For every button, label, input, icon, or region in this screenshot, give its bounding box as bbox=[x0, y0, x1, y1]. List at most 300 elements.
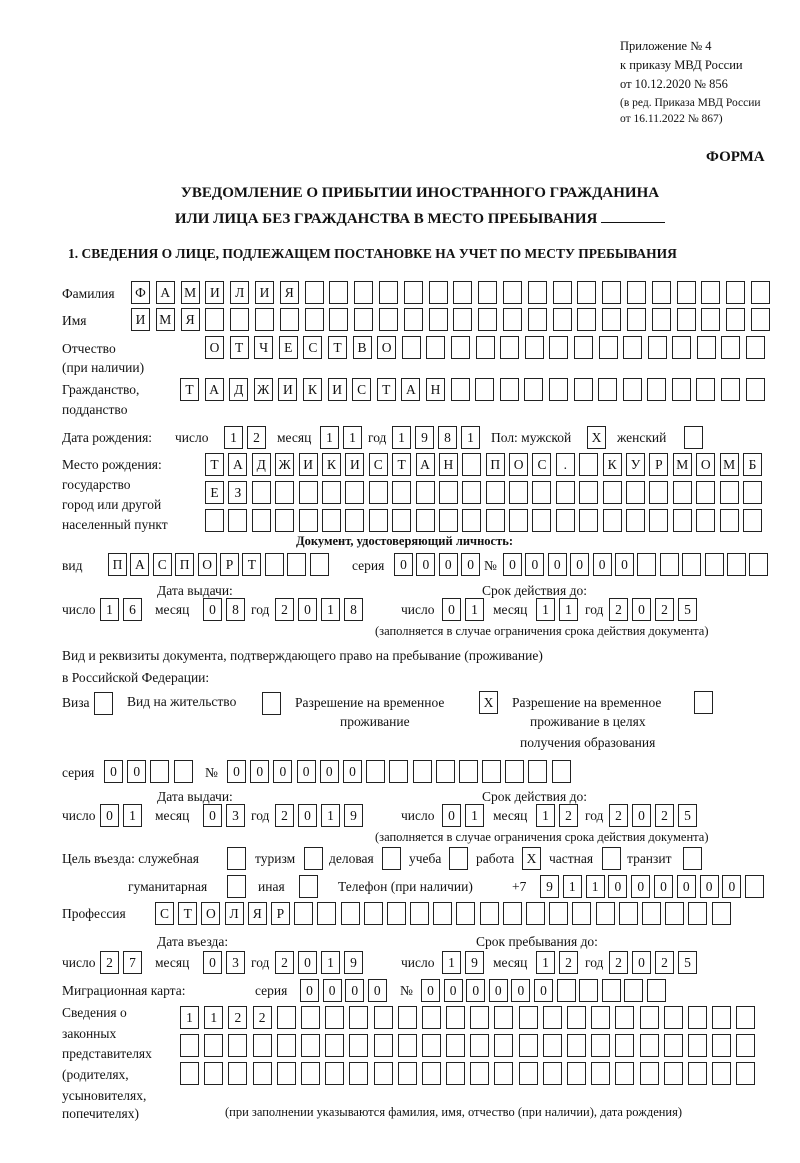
char-box[interactable] bbox=[591, 1062, 610, 1085]
char-box[interactable] bbox=[726, 281, 745, 304]
surname-field[interactable] bbox=[131, 281, 770, 304]
char-box[interactable] bbox=[439, 509, 458, 532]
char-box[interactable]: Ж bbox=[254, 378, 273, 401]
char-box[interactable] bbox=[374, 1006, 393, 1029]
char-box[interactable] bbox=[277, 1062, 296, 1085]
char-box[interactable] bbox=[543, 1062, 562, 1085]
char-box[interactable]: И bbox=[278, 378, 297, 401]
char-box[interactable]: 0 bbox=[632, 951, 651, 974]
right-doc-issue-month-field[interactable] bbox=[203, 804, 245, 827]
char-box[interactable]: О bbox=[198, 553, 217, 576]
char-box[interactable] bbox=[305, 281, 324, 304]
char-box[interactable] bbox=[180, 1062, 199, 1085]
char-box[interactable] bbox=[603, 509, 622, 532]
char-box[interactable] bbox=[325, 1034, 344, 1057]
char-box[interactable] bbox=[721, 378, 740, 401]
char-box[interactable]: П bbox=[175, 553, 194, 576]
char-box[interactable] bbox=[410, 902, 429, 925]
char-box[interactable] bbox=[317, 902, 336, 925]
char-box[interactable]: О bbox=[696, 453, 715, 476]
char-box[interactable]: 0 bbox=[227, 760, 246, 783]
char-box[interactable] bbox=[422, 1006, 441, 1029]
char-box[interactable] bbox=[462, 481, 481, 504]
char-box[interactable] bbox=[462, 509, 481, 532]
char-box[interactable] bbox=[486, 481, 505, 504]
char-box[interactable]: М bbox=[181, 281, 200, 304]
char-box[interactable] bbox=[429, 281, 448, 304]
char-box[interactable] bbox=[543, 1006, 562, 1029]
char-box[interactable] bbox=[305, 308, 324, 331]
char-box[interactable] bbox=[389, 760, 408, 783]
char-box[interactable]: М bbox=[720, 453, 739, 476]
char-box[interactable]: К bbox=[603, 453, 622, 476]
char-box[interactable] bbox=[626, 509, 645, 532]
char-box[interactable]: 0 bbox=[394, 553, 413, 576]
char-box[interactable]: 0 bbox=[203, 951, 222, 974]
char-box[interactable]: 1 bbox=[321, 951, 340, 974]
char-box[interactable] bbox=[649, 509, 668, 532]
char-box[interactable] bbox=[325, 1062, 344, 1085]
purpose-other-checkbox[interactable] bbox=[299, 875, 318, 898]
char-box[interactable] bbox=[494, 1006, 513, 1029]
char-box[interactable] bbox=[623, 336, 642, 359]
char-box[interactable] bbox=[392, 481, 411, 504]
stay-year-field[interactable] bbox=[609, 951, 697, 974]
char-box[interactable] bbox=[602, 308, 621, 331]
char-box[interactable] bbox=[688, 1062, 707, 1085]
char-box[interactable] bbox=[366, 760, 385, 783]
char-box[interactable]: Н bbox=[426, 378, 445, 401]
char-box[interactable]: 1 bbox=[559, 598, 578, 621]
char-box[interactable] bbox=[602, 847, 621, 870]
char-box[interactable] bbox=[205, 308, 224, 331]
profession-field[interactable] bbox=[155, 902, 731, 925]
char-box[interactable] bbox=[453, 308, 472, 331]
char-box[interactable] bbox=[623, 378, 642, 401]
reps-line1-field[interactable] bbox=[180, 1006, 755, 1029]
char-box[interactable] bbox=[660, 553, 679, 576]
char-box[interactable]: А bbox=[205, 378, 224, 401]
char-box[interactable]: 2 bbox=[559, 804, 578, 827]
char-box[interactable] bbox=[228, 1034, 247, 1057]
char-box[interactable] bbox=[519, 1006, 538, 1029]
char-box[interactable] bbox=[301, 1034, 320, 1057]
char-box[interactable]: С bbox=[303, 336, 322, 359]
char-box[interactable] bbox=[637, 553, 656, 576]
char-box[interactable] bbox=[602, 281, 621, 304]
char-box[interactable] bbox=[746, 336, 765, 359]
char-box[interactable] bbox=[525, 336, 544, 359]
char-box[interactable] bbox=[299, 481, 318, 504]
char-box[interactable] bbox=[615, 1062, 634, 1085]
char-box[interactable] bbox=[528, 281, 547, 304]
char-box[interactable]: Т bbox=[328, 336, 347, 359]
char-box[interactable] bbox=[180, 1034, 199, 1057]
char-box[interactable]: И bbox=[205, 281, 224, 304]
char-box[interactable] bbox=[624, 979, 643, 1002]
char-box[interactable] bbox=[205, 509, 224, 532]
char-box[interactable] bbox=[528, 760, 547, 783]
char-box[interactable] bbox=[751, 281, 770, 304]
char-box[interactable] bbox=[688, 1034, 707, 1057]
char-box[interactable]: В bbox=[353, 336, 372, 359]
char-box[interactable] bbox=[688, 902, 707, 925]
char-box[interactable] bbox=[567, 1034, 586, 1057]
char-box[interactable] bbox=[204, 1062, 223, 1085]
right-doc-valid-month-field[interactable] bbox=[536, 804, 578, 827]
char-box[interactable]: X bbox=[587, 426, 606, 449]
char-box[interactable]: Л bbox=[225, 902, 244, 925]
char-box[interactable] bbox=[647, 378, 666, 401]
char-box[interactable]: Т bbox=[377, 378, 396, 401]
char-box[interactable]: 1 bbox=[343, 426, 362, 449]
char-box[interactable]: 1 bbox=[204, 1006, 223, 1029]
char-box[interactable] bbox=[500, 336, 519, 359]
char-box[interactable]: Л bbox=[230, 281, 249, 304]
char-box[interactable]: 0 bbox=[631, 875, 650, 898]
char-box[interactable]: 2 bbox=[609, 951, 628, 974]
char-box[interactable]: О bbox=[205, 336, 224, 359]
char-box[interactable] bbox=[392, 509, 411, 532]
char-box[interactable]: Ч bbox=[254, 336, 273, 359]
char-box[interactable]: М bbox=[673, 453, 692, 476]
char-box[interactable] bbox=[476, 336, 495, 359]
char-box[interactable]: 0 bbox=[548, 553, 567, 576]
char-box[interactable]: 0 bbox=[700, 875, 719, 898]
char-box[interactable]: Я bbox=[181, 308, 200, 331]
migration-series-field[interactable] bbox=[300, 979, 387, 1002]
char-box[interactable] bbox=[255, 308, 274, 331]
char-box[interactable] bbox=[528, 308, 547, 331]
char-box[interactable] bbox=[426, 336, 445, 359]
char-box[interactable] bbox=[322, 481, 341, 504]
purpose-humanitarian-checkbox[interactable] bbox=[227, 875, 246, 898]
char-box[interactable] bbox=[579, 453, 598, 476]
char-box[interactable]: 9 bbox=[465, 951, 484, 974]
char-box[interactable]: 0 bbox=[570, 553, 589, 576]
char-box[interactable]: 0 bbox=[442, 598, 461, 621]
char-box[interactable] bbox=[697, 336, 716, 359]
char-box[interactable] bbox=[505, 760, 524, 783]
char-box[interactable] bbox=[262, 692, 281, 715]
char-box[interactable]: У bbox=[626, 453, 645, 476]
char-box[interactable]: 0 bbox=[525, 553, 544, 576]
char-box[interactable] bbox=[705, 553, 724, 576]
char-box[interactable] bbox=[470, 1034, 489, 1057]
visa-checkbox[interactable] bbox=[94, 692, 113, 715]
char-box[interactable]: 3 bbox=[226, 951, 245, 974]
char-box[interactable]: 1 bbox=[536, 951, 555, 974]
char-box[interactable] bbox=[557, 979, 576, 1002]
right-doc-series-field[interactable] bbox=[104, 760, 193, 783]
char-box[interactable] bbox=[503, 902, 522, 925]
stay-month-field[interactable] bbox=[536, 951, 578, 974]
char-box[interactable] bbox=[379, 281, 398, 304]
char-box[interactable] bbox=[720, 481, 739, 504]
char-box[interactable]: Я bbox=[280, 281, 299, 304]
char-box[interactable] bbox=[720, 509, 739, 532]
char-box[interactable] bbox=[453, 281, 472, 304]
char-box[interactable]: 7 bbox=[123, 951, 142, 974]
char-box[interactable]: 0 bbox=[100, 804, 119, 827]
char-box[interactable] bbox=[672, 378, 691, 401]
char-box[interactable]: 0 bbox=[654, 875, 673, 898]
char-box[interactable]: 0 bbox=[444, 979, 463, 1002]
char-box[interactable]: 0 bbox=[203, 804, 222, 827]
char-box[interactable] bbox=[603, 481, 622, 504]
char-box[interactable]: 0 bbox=[632, 804, 651, 827]
id-kind-field[interactable] bbox=[108, 553, 329, 576]
char-box[interactable] bbox=[329, 308, 348, 331]
char-box[interactable]: 2 bbox=[253, 1006, 272, 1029]
char-box[interactable]: 0 bbox=[298, 951, 317, 974]
char-box[interactable] bbox=[640, 1006, 659, 1029]
char-box[interactable] bbox=[494, 1062, 513, 1085]
char-box[interactable]: О bbox=[377, 336, 396, 359]
char-box[interactable] bbox=[526, 902, 545, 925]
char-box[interactable]: С bbox=[532, 453, 551, 476]
char-box[interactable] bbox=[364, 902, 383, 925]
char-box[interactable] bbox=[299, 875, 318, 898]
char-box[interactable] bbox=[94, 692, 113, 715]
char-box[interactable] bbox=[591, 1006, 610, 1029]
birth-year-field[interactable] bbox=[392, 426, 480, 449]
purpose-official-checkbox[interactable] bbox=[227, 847, 246, 870]
char-box[interactable] bbox=[567, 1006, 586, 1029]
char-box[interactable]: И bbox=[255, 281, 274, 304]
char-box[interactable]: X bbox=[522, 847, 541, 870]
char-box[interactable]: 2 bbox=[275, 598, 294, 621]
birth-day-field[interactable] bbox=[224, 426, 266, 449]
char-box[interactable] bbox=[619, 902, 638, 925]
char-box[interactable] bbox=[746, 378, 765, 401]
char-box[interactable]: 2 bbox=[247, 426, 266, 449]
char-box[interactable]: И bbox=[345, 453, 364, 476]
char-box[interactable] bbox=[503, 308, 522, 331]
purpose-study-checkbox[interactable] bbox=[449, 847, 468, 870]
char-box[interactable] bbox=[354, 308, 373, 331]
char-box[interactable] bbox=[413, 760, 432, 783]
char-box[interactable] bbox=[402, 336, 421, 359]
char-box[interactable]: 1 bbox=[321, 804, 340, 827]
char-box[interactable] bbox=[519, 1062, 538, 1085]
char-box[interactable] bbox=[712, 1034, 731, 1057]
char-box[interactable] bbox=[227, 875, 246, 898]
char-box[interactable]: Р bbox=[271, 902, 290, 925]
char-box[interactable]: 1 bbox=[123, 804, 142, 827]
id-valid-month-field[interactable] bbox=[536, 598, 578, 621]
char-box[interactable] bbox=[475, 378, 494, 401]
char-box[interactable] bbox=[398, 1034, 417, 1057]
char-box[interactable] bbox=[416, 509, 435, 532]
char-box[interactable] bbox=[374, 1062, 393, 1085]
char-box[interactable] bbox=[252, 481, 271, 504]
char-box[interactable] bbox=[150, 760, 169, 783]
char-box[interactable]: 9 bbox=[415, 426, 434, 449]
char-box[interactable]: 0 bbox=[104, 760, 123, 783]
stay-day-field[interactable] bbox=[442, 951, 484, 974]
char-box[interactable] bbox=[369, 481, 388, 504]
char-box[interactable]: 0 bbox=[534, 979, 553, 1002]
char-box[interactable]: К bbox=[303, 378, 322, 401]
right-doc-issue-year-field[interactable] bbox=[275, 804, 363, 827]
char-box[interactable] bbox=[677, 281, 696, 304]
char-box[interactable] bbox=[462, 453, 481, 476]
char-box[interactable]: 0 bbox=[203, 598, 222, 621]
char-box[interactable] bbox=[509, 509, 528, 532]
char-box[interactable] bbox=[354, 281, 373, 304]
char-box[interactable]: 8 bbox=[438, 426, 457, 449]
entry-year-field[interactable] bbox=[275, 951, 363, 974]
char-box[interactable]: 1 bbox=[536, 804, 555, 827]
right-doc-issue-day-field[interactable] bbox=[100, 804, 142, 827]
char-box[interactable] bbox=[404, 281, 423, 304]
char-box[interactable]: Е bbox=[279, 336, 298, 359]
char-box[interactable]: 0 bbox=[489, 979, 508, 1002]
char-box[interactable]: Т bbox=[242, 553, 261, 576]
char-box[interactable] bbox=[446, 1006, 465, 1029]
char-box[interactable] bbox=[470, 1006, 489, 1029]
id-valid-day-field[interactable] bbox=[442, 598, 484, 621]
char-box[interactable]: 5 bbox=[678, 804, 697, 827]
reps-line3-field[interactable] bbox=[180, 1062, 755, 1085]
char-box[interactable]: 0 bbox=[442, 804, 461, 827]
char-box[interactable] bbox=[696, 509, 715, 532]
char-box[interactable] bbox=[416, 481, 435, 504]
entry-month-field[interactable] bbox=[203, 951, 245, 974]
char-box[interactable] bbox=[275, 509, 294, 532]
char-box[interactable] bbox=[642, 902, 661, 925]
char-box[interactable]: П bbox=[108, 553, 127, 576]
char-box[interactable]: 2 bbox=[609, 804, 628, 827]
char-box[interactable] bbox=[682, 553, 701, 576]
char-box[interactable] bbox=[688, 1006, 707, 1029]
char-box[interactable] bbox=[701, 308, 720, 331]
char-box[interactable] bbox=[736, 1006, 755, 1029]
char-box[interactable]: 0 bbox=[722, 875, 741, 898]
char-box[interactable] bbox=[626, 481, 645, 504]
char-box[interactable] bbox=[701, 281, 720, 304]
right-doc-valid-day-field[interactable] bbox=[442, 804, 484, 827]
char-box[interactable] bbox=[265, 553, 284, 576]
char-box[interactable] bbox=[439, 481, 458, 504]
char-box[interactable]: С bbox=[369, 453, 388, 476]
temporary-residence-checkbox[interactable] bbox=[479, 691, 498, 714]
char-box[interactable] bbox=[503, 281, 522, 304]
char-box[interactable]: 6 bbox=[123, 598, 142, 621]
char-box[interactable] bbox=[345, 481, 364, 504]
purpose-business-checkbox[interactable] bbox=[382, 847, 401, 870]
char-box[interactable] bbox=[174, 760, 193, 783]
char-box[interactable] bbox=[683, 847, 702, 870]
purpose-private-checkbox[interactable] bbox=[602, 847, 621, 870]
char-box[interactable] bbox=[228, 509, 247, 532]
char-box[interactable]: 2 bbox=[655, 804, 674, 827]
char-box[interactable] bbox=[478, 281, 497, 304]
birth-month-field[interactable] bbox=[320, 426, 362, 449]
char-box[interactable]: 0 bbox=[298, 598, 317, 621]
char-box[interactable] bbox=[486, 509, 505, 532]
id-valid-year-field[interactable] bbox=[609, 598, 697, 621]
char-box[interactable] bbox=[470, 1062, 489, 1085]
char-box[interactable]: К bbox=[322, 453, 341, 476]
char-box[interactable] bbox=[749, 553, 768, 576]
char-box[interactable] bbox=[664, 1006, 683, 1029]
char-box[interactable] bbox=[524, 378, 543, 401]
char-box[interactable] bbox=[549, 902, 568, 925]
char-box[interactable] bbox=[648, 336, 667, 359]
char-box[interactable] bbox=[519, 1034, 538, 1057]
char-box[interactable]: Т bbox=[178, 902, 197, 925]
char-box[interactable] bbox=[379, 308, 398, 331]
char-box[interactable]: Я bbox=[248, 902, 267, 925]
char-box[interactable] bbox=[280, 308, 299, 331]
char-box[interactable]: 1 bbox=[563, 875, 582, 898]
residence-permit-checkbox[interactable] bbox=[262, 692, 281, 715]
char-box[interactable] bbox=[602, 979, 621, 1002]
char-box[interactable] bbox=[349, 1034, 368, 1057]
char-box[interactable]: 0 bbox=[503, 553, 522, 576]
char-box[interactable] bbox=[673, 509, 692, 532]
char-box[interactable] bbox=[567, 1062, 586, 1085]
char-box[interactable]: 0 bbox=[416, 553, 435, 576]
char-box[interactable]: О bbox=[509, 453, 528, 476]
birthplace-line1-field[interactable] bbox=[205, 453, 762, 476]
char-box[interactable] bbox=[726, 308, 745, 331]
char-box[interactable]: Ж bbox=[275, 453, 294, 476]
purpose-work-checkbox[interactable] bbox=[522, 847, 541, 870]
char-box[interactable] bbox=[398, 1062, 417, 1085]
char-box[interactable] bbox=[712, 902, 731, 925]
birthplace-line3-field[interactable] bbox=[205, 509, 762, 532]
char-box[interactable] bbox=[599, 336, 618, 359]
char-box[interactable]: Н bbox=[439, 453, 458, 476]
char-box[interactable]: 0 bbox=[632, 598, 651, 621]
char-box[interactable]: А bbox=[156, 281, 175, 304]
char-box[interactable] bbox=[553, 308, 572, 331]
char-box[interactable]: И bbox=[299, 453, 318, 476]
char-box[interactable] bbox=[556, 481, 575, 504]
temporary-residence-edu-checkbox[interactable] bbox=[694, 691, 713, 714]
char-box[interactable] bbox=[204, 1034, 223, 1057]
char-box[interactable] bbox=[627, 308, 646, 331]
char-box[interactable]: 2 bbox=[609, 598, 628, 621]
char-box[interactable] bbox=[451, 378, 470, 401]
char-box[interactable] bbox=[310, 553, 329, 576]
char-box[interactable] bbox=[579, 979, 598, 1002]
char-box[interactable]: 9 bbox=[344, 804, 363, 827]
char-box[interactable] bbox=[684, 426, 703, 449]
entry-day-field[interactable] bbox=[100, 951, 142, 974]
char-box[interactable] bbox=[275, 481, 294, 504]
char-box[interactable] bbox=[329, 281, 348, 304]
name-field[interactable] bbox=[131, 308, 770, 331]
char-box[interactable]: П bbox=[486, 453, 505, 476]
char-box[interactable] bbox=[429, 308, 448, 331]
char-box[interactable] bbox=[664, 1062, 683, 1085]
sex-female-checkbox[interactable] bbox=[684, 426, 703, 449]
char-box[interactable] bbox=[727, 553, 746, 576]
char-box[interactable] bbox=[751, 308, 770, 331]
char-box[interactable] bbox=[736, 1062, 755, 1085]
char-box[interactable] bbox=[712, 1062, 731, 1085]
char-box[interactable] bbox=[579, 509, 598, 532]
char-box[interactable]: 1 bbox=[536, 598, 555, 621]
char-box[interactable] bbox=[543, 1034, 562, 1057]
char-box[interactable] bbox=[673, 481, 692, 504]
reps-line2-field[interactable] bbox=[180, 1034, 755, 1057]
char-box[interactable] bbox=[696, 378, 715, 401]
